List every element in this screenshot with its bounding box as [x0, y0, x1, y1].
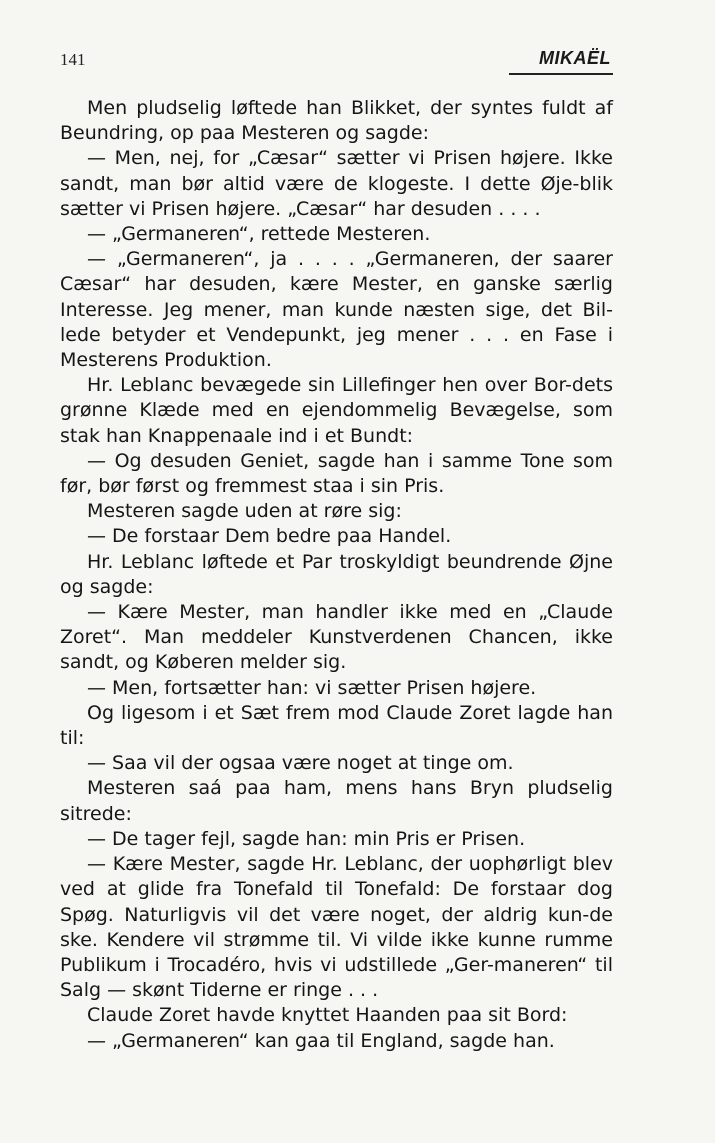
- paragraph: — Og desuden Geniet, sagde han i samme Tone som før, bør først og fremmest staa i sin Pris.: [60, 449, 613, 498]
- paragraph: Men pludselig løftede han Blikket, der syntes fuldt af Beundring, op paa Mesteren og sagde:: [60, 97, 613, 145]
- paragraph: — „Germaneren“, rettede Mesteren.: [87, 223, 431, 246]
- body-text: [60, 96, 613, 1054]
- paragraph: — De tager fejl, sagde han: min Pris er Prisen.: [87, 827, 526, 850]
- paragraph: Claude Zoret havde knyttet Haanden paa sit Bord:: [87, 1004, 568, 1027]
- paragraph: — „Germaneren“ kan gaa til England, sagde han.: [87, 1029, 555, 1052]
- header-rule: [509, 73, 613, 75]
- paragraph: — „Germaneren“, ja . . . . „Germaneren, der saarer Cæsar“ har desuden, kære Mester, en ganske særlig Interesse. Jeg mener, man kunde næsten sige, det Bil-lede betyder et Vendepunkt, jeg mener . . . en Fase i Mesterens Produktion.: [60, 248, 613, 372]
- paragraph: Mesteren saá paa ham, mens hans Bryn pludselig sitrede:: [60, 777, 613, 825]
- paragraph: — Kære Mester, sagde Hr. Leblanc, der uophørligt blev ved at glide fra Tonefald til Tonefald: De forstaar dog Spøg. Naturligvis vil det være noget, der aldrig kun-de ske. Kendere vil strømme til. Vi vilde ikke kunne rumme Publikum i Trocadéro, hvis vi udstillede „Ger-maneren“ til Salg — skønt Tiderne er ringe . . .: [60, 853, 613, 1002]
- page-number: 141: [60, 50, 86, 69]
- running-header: [60, 44, 613, 80]
- paragraph: — Men, fortsætter han: vi sætter Prisen højere.: [87, 676, 537, 699]
- paragraph: — De forstaar Dem bedre paa Handel.: [87, 525, 452, 548]
- paragraph: — Men, nej, for „Cæsar“ sætter vi Prisen højere. Ikke sandt, man bør altid være de klogeste. I dette Øje-blik sætter vi Prisen højere. „Cæsar“ har desuden . . . .: [60, 147, 613, 220]
- running-title: MIKAËL: [539, 48, 611, 68]
- paragraph: Og ligesom i et Sæt frem mod Claude Zoret lagde han til:: [60, 701, 613, 750]
- paragraph: — Kære Mester, man handler ikke med en „Claude Zoret“. Man meddeler Kunstverdenen Chancen, ikke sandt, og Køberen melder sig.: [60, 601, 613, 674]
- paragraph: Hr. Leblanc bevægede sin Lillefinger hen over Bor-dets grønne Klæde med en ejendommelig Bevægelse, som stak han Knappenaale ind i et Bundt:: [60, 374, 613, 447]
- paragraph: Hr. Leblanc løftede et Par troskyldigt beundrende Øjne og sagde:: [60, 550, 613, 598]
- paragraph: — Saa vil der ogsaa være noget at tinge om.: [87, 752, 514, 775]
- paragraph: Mesteren sagde uden at røre sig:: [87, 500, 402, 523]
